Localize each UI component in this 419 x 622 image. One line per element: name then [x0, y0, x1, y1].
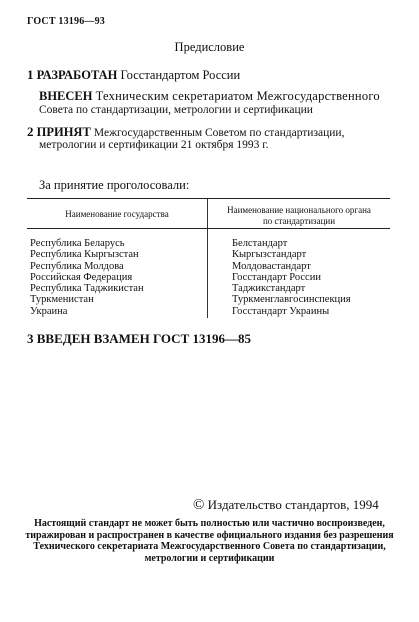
notice-line: Технического секретариата Межгосударственного Совета по стандартизации, — [33, 541, 386, 552]
item-1-number: 1 — [27, 67, 34, 82]
copyright — [193, 497, 379, 514]
col-body-header — [208, 205, 390, 227]
table-bodies — [232, 238, 351, 317]
item-1-text: Госстандартом России — [120, 68, 241, 82]
table-header-rule — [27, 228, 390, 229]
table-row-state: Республика Кыргызстан — [30, 249, 139, 261]
item-3: 3 ВВЕДЕН ВЗАМЕН ГОСТ 13196—85 — [27, 331, 251, 346]
table-row-body: Белстандарт — [232, 238, 288, 249]
voting-heading: За принятие проголосовали: — [39, 178, 190, 192]
item-2 — [27, 125, 344, 140]
table-row-state: Российская Федерация — [30, 271, 133, 283]
notice-line: Настоящий стандарт не может быть полностью или частично воспроизведен, — [34, 518, 385, 529]
table-row-state: Туркменистан — [30, 294, 94, 306]
table-row-state: Республика Таджикистан — [30, 283, 144, 295]
table-row-body: Таджикстандарт — [232, 283, 306, 295]
table-top-rule — [27, 198, 390, 199]
table-states — [30, 238, 144, 317]
submitted-line1: Техническим секретариатом Межгосударственного — [95, 89, 380, 103]
col-body-header-line1: Наименование национального органа — [227, 205, 371, 215]
reproduction-notice — [0, 518, 419, 564]
item-2-number: 2 — [27, 124, 34, 139]
item-1-keyword: РАЗРАБОТАН — [36, 68, 118, 82]
table-row-state: Республика Молдова — [30, 260, 124, 272]
submitted-keyword: ВНЕСЕН — [39, 89, 93, 103]
submitted-line2: Совета по стандартизации, метрологии и сертификации — [39, 104, 313, 116]
copyright-text: Издательство стандартов, 1994 — [207, 497, 379, 512]
item-1-submitted — [39, 90, 380, 103]
item-2-line1: Межгосударственным Советом по стандартизации, — [93, 127, 345, 139]
copyright-symbol: © — [193, 497, 205, 513]
table-row-state: Украина — [30, 305, 68, 317]
notice-line: тиражирован и распространен в качестве официального издания без разрешения — [25, 529, 394, 541]
item-1 — [27, 68, 240, 82]
item-2-line2: метрологии и сертификации 21 октября 1993 г. — [39, 139, 269, 151]
table-row-body: Молдовастандарт — [232, 260, 311, 272]
table-row-body: Госстандарт Украины — [232, 305, 330, 317]
item-2-keyword: ПРИНЯТ — [36, 125, 91, 139]
table-row-body: Туркменглавгосинспекция — [232, 294, 351, 306]
foreword-title: Предисловие — [174, 40, 245, 54]
col-body-header-line2: по стандартизации — [262, 216, 336, 226]
table-row-body: Госстандарт России — [232, 271, 321, 283]
table-row-body: Кыргызстандарт — [232, 249, 307, 261]
col-state-header: Наименование государства — [65, 209, 169, 219]
standard-code: ГОСТ 13196—93 — [27, 16, 106, 27]
table-row-state: Республика Беларусь — [30, 238, 125, 249]
notice-line: метрологии и сертификации — [144, 552, 275, 564]
